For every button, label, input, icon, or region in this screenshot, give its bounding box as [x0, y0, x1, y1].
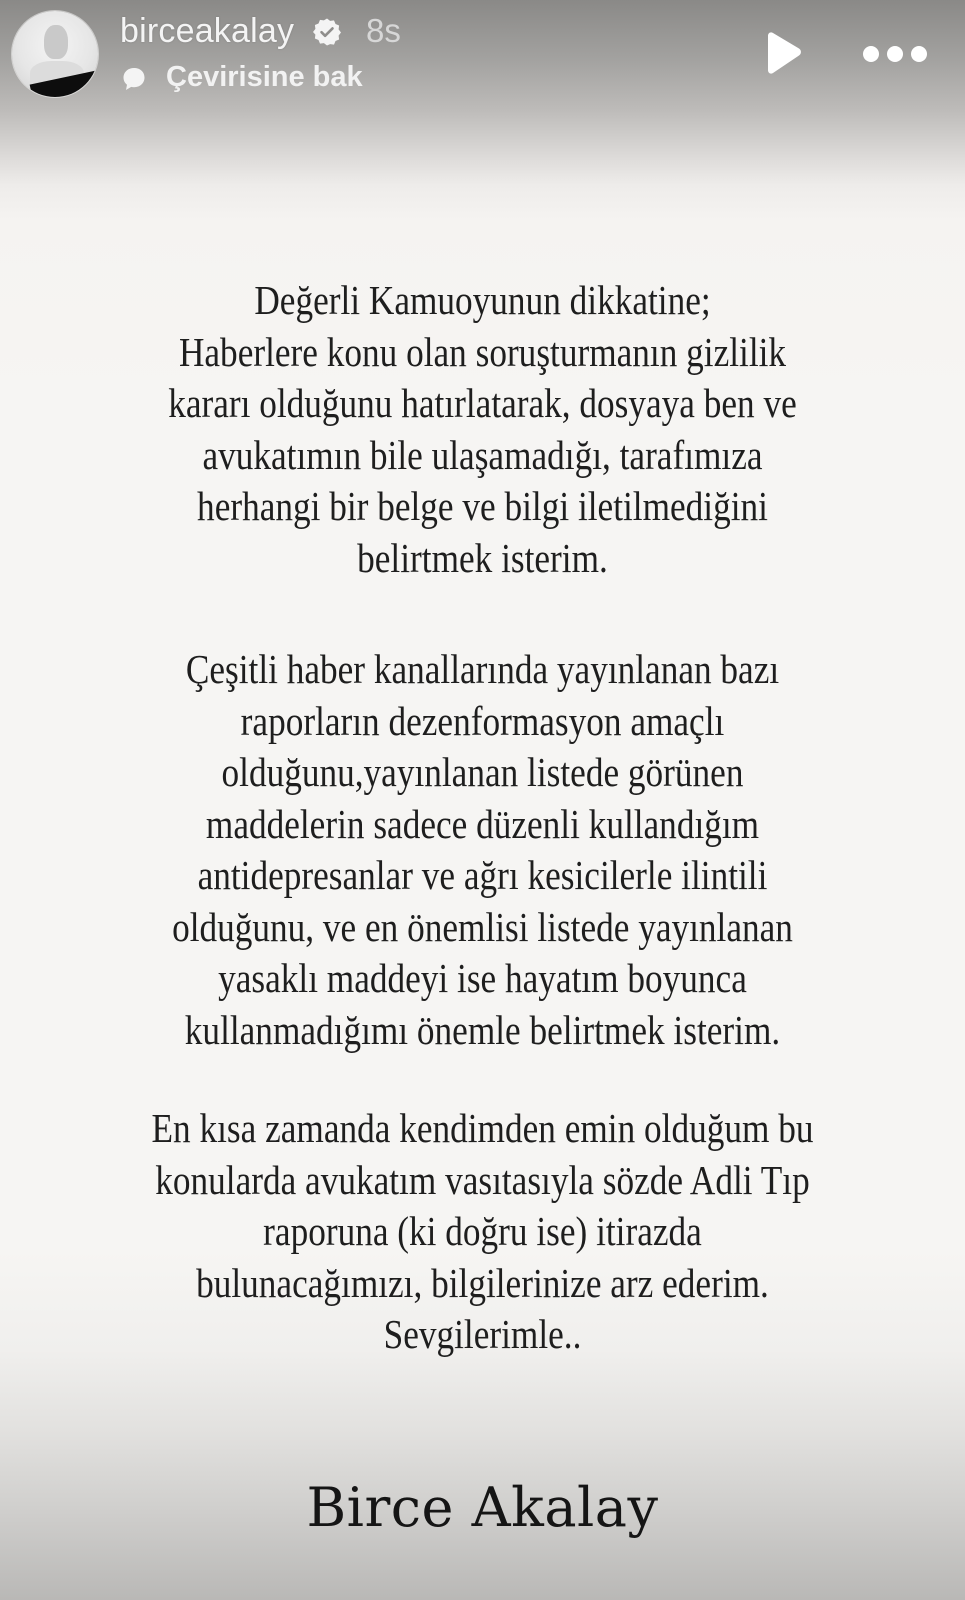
text-line: avukatımın bile ulaşamadığı, tarafımıza	[202, 431, 763, 478]
text-line: raporların dezenformasyon amaçlı	[240, 697, 725, 744]
story-header	[0, 0, 965, 110]
speech-bubble-icon	[121, 66, 147, 92]
text-line: Sevgilerimle..	[383, 1311, 582, 1357]
text-line: Çeşitli haber kanallarında yayınlanan bazı	[185, 646, 780, 692]
signature: Birce Akalay	[306, 1476, 659, 1539]
statement-paragraph-2	[68, 644, 898, 1056]
avatar-face	[44, 25, 68, 59]
profile-avatar[interactable]	[12, 11, 98, 97]
see-translation-link[interactable]: Çevirisine bak	[166, 61, 363, 93]
text-line: raporuna (ki doğru ise) itirazda	[263, 1208, 702, 1254]
text-line: kullanmadığımı önemle belirtmek isterim.	[184, 1006, 781, 1053]
text-line: antidepresanlar ve ağrı kesicilerle ilintili	[197, 852, 768, 898]
text-line: Haberlere konu olan soruşturmanın gizlilik	[178, 328, 787, 375]
username-link[interactable]: birceakalay	[120, 12, 295, 50]
text-line: herhangi bir belge ve bilgi iletilmediğini	[197, 483, 768, 529]
text-line: olduğunu,yayınlanan listede görünen	[221, 749, 744, 795]
verified-badge-icon	[312, 17, 342, 47]
text-line: kararı olduğunu hatırlatarak, dosyaya ben ve	[168, 380, 797, 426]
statement-paragraph-1	[68, 275, 898, 584]
text-line: En kısa zamanda kendimden emin olduğum bu	[151, 1105, 814, 1151]
text-line: olduğunu, ve en önemlisi listede yayınlanan	[172, 903, 793, 950]
text-line: yasaklı maddeyi ise hayatım boyunca	[218, 955, 747, 1001]
text-line: belirtmek isterim.	[357, 534, 608, 581]
text-line: konularda avukatım vasıtasıyla sözde Adli Tıp	[155, 1156, 810, 1203]
text-line: bulunacağımızı, bilgilerinize arz ederim.	[196, 1259, 769, 1306]
statement-paragraph-3	[68, 1103, 898, 1361]
text-line: Değerli Kamuoyunun dikkatine;	[254, 277, 711, 323]
play-icon[interactable]	[760, 30, 804, 76]
story-timestamp: 8s	[366, 12, 401, 49]
more-horizontal-icon[interactable]	[860, 40, 930, 68]
text-line: maddelerin sadece düzenli kullandığım	[205, 800, 760, 847]
